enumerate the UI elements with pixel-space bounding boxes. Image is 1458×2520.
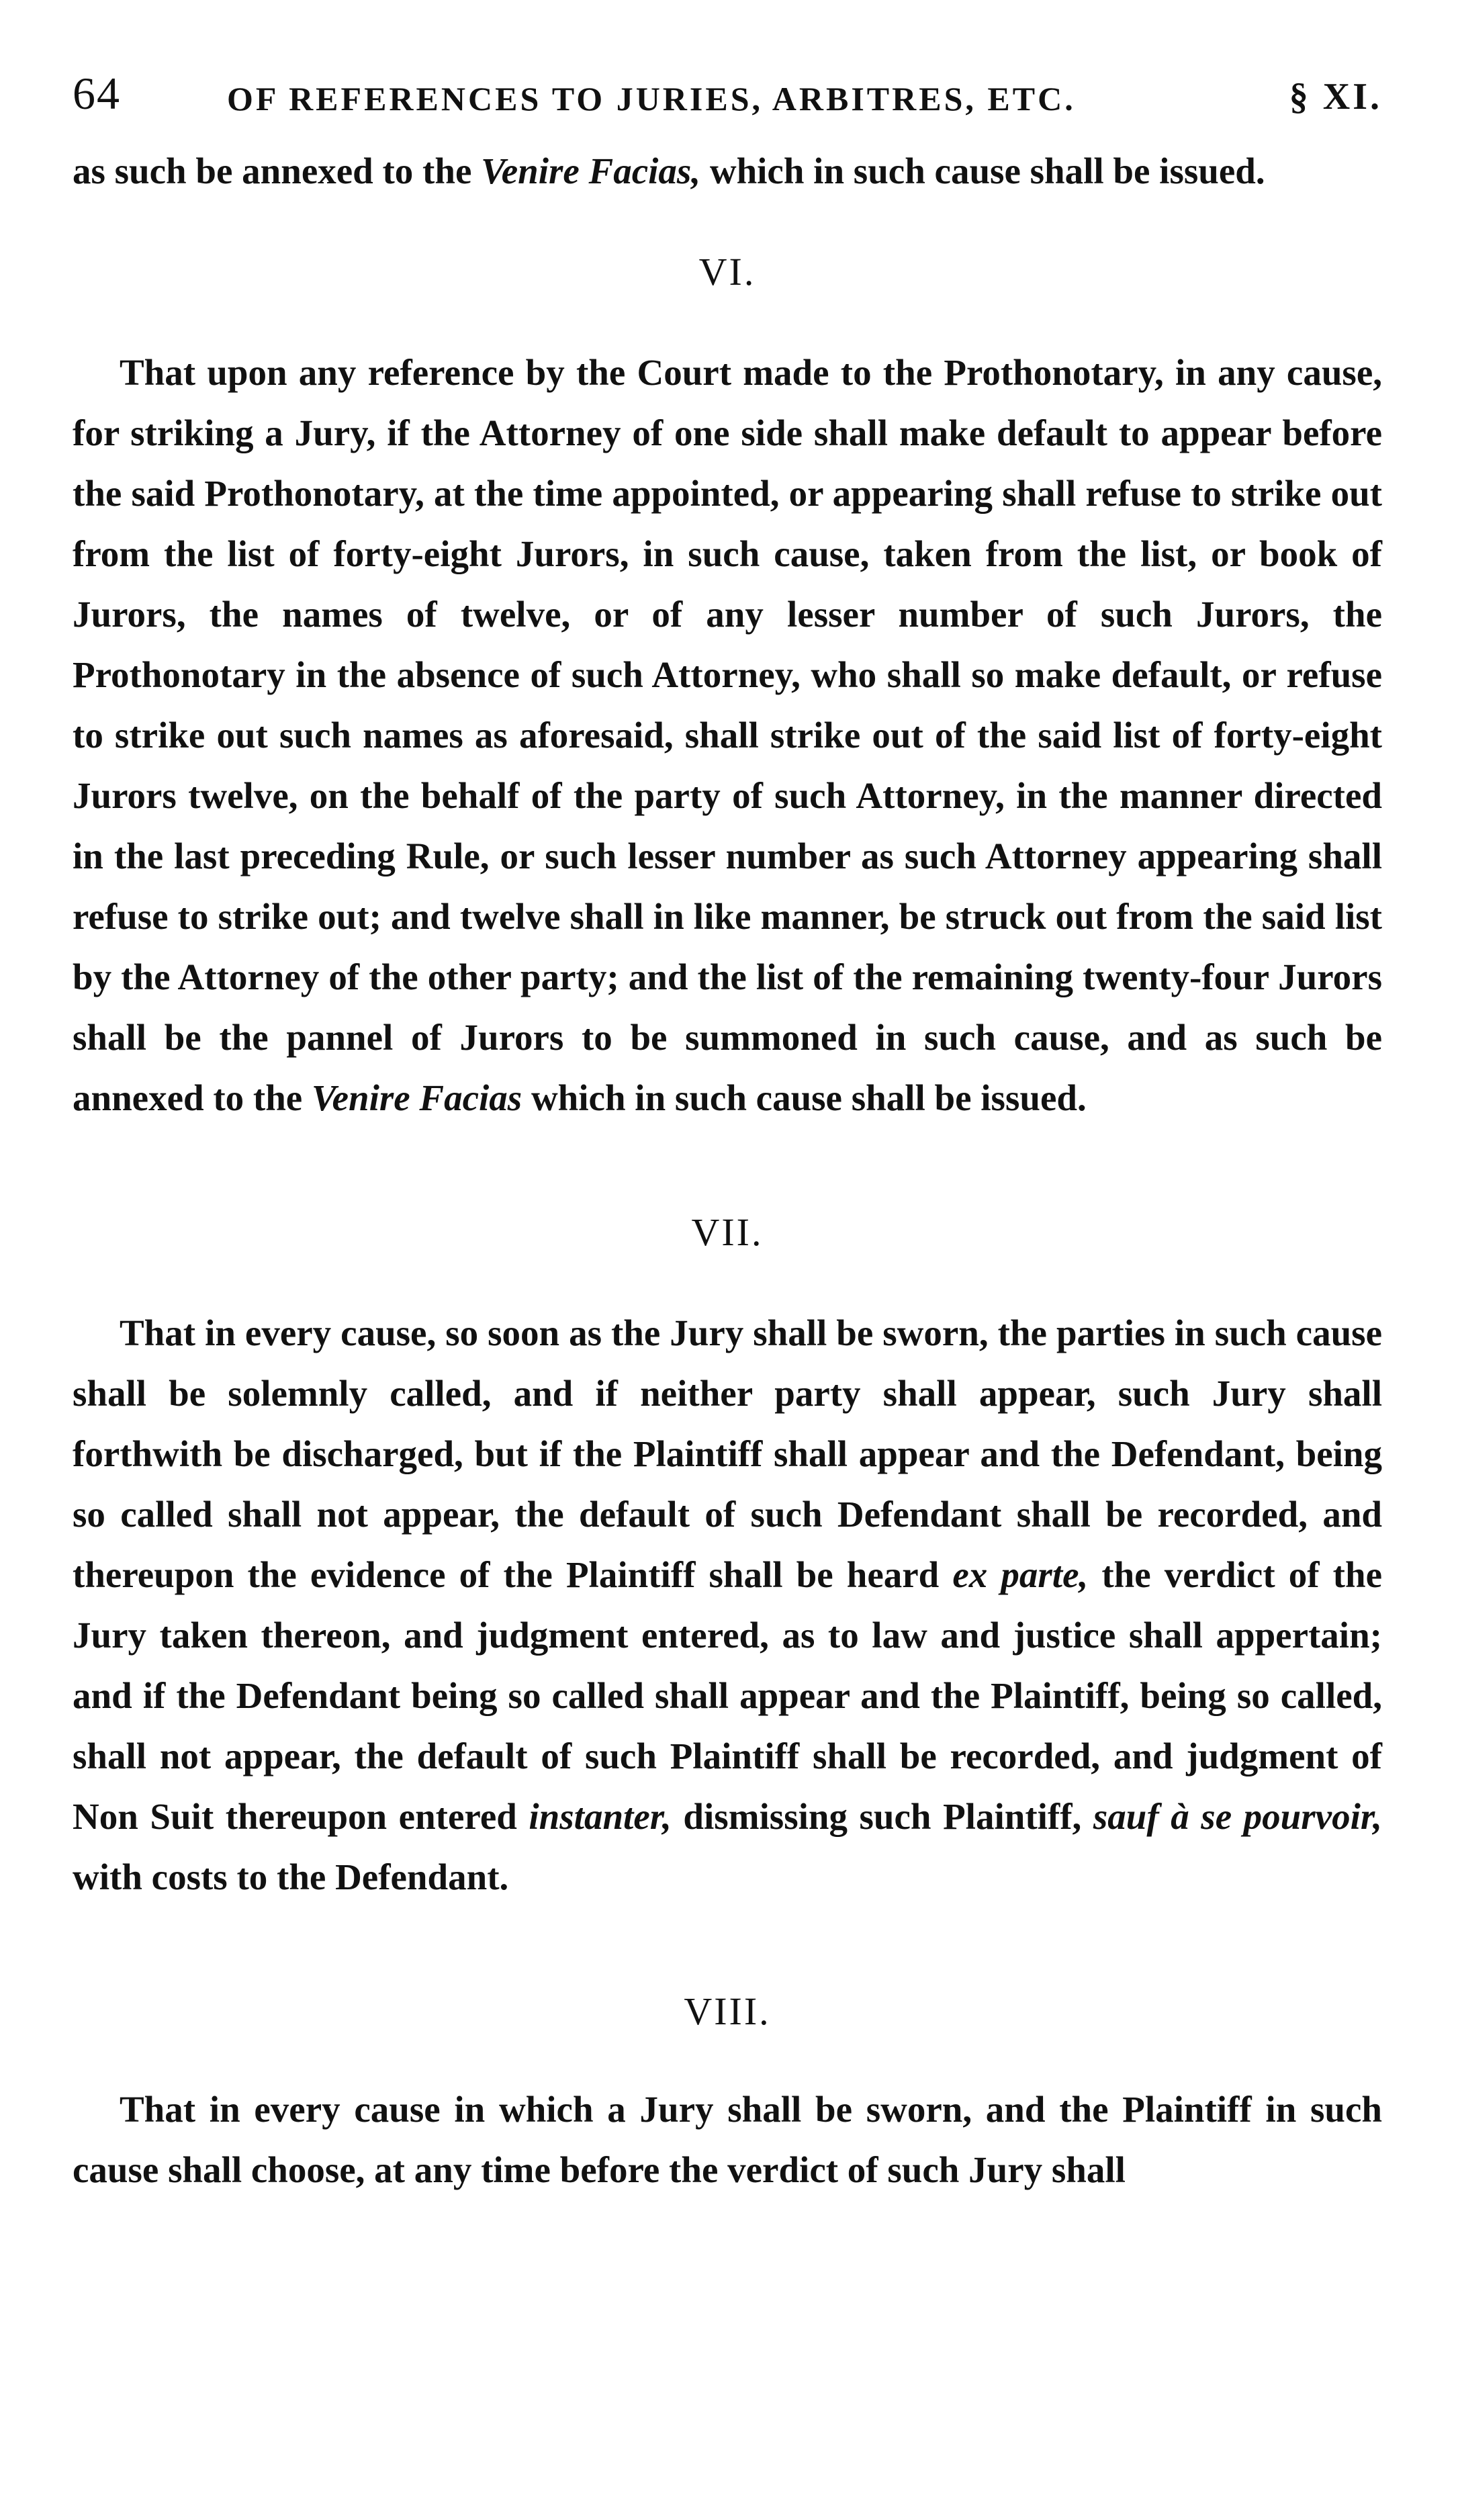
running-head: [73, 60, 1382, 141]
rule-vii-text-2: the verdict of the Jury taken thereon, and judgment entered, as to law and justice shall appertain; and if the Defendant being so called shall appear and the Plaintiff, being so called, shall not appear, the default of such Plaintiff shall be recorded, and judgment of Non Suit thereupon entered: [73, 1554, 1382, 1837]
rule-vii-italic-3: sauf à se pourvoir,: [1093, 1796, 1382, 1837]
rule-viii-heading: VIII.: [684, 1989, 771, 2033]
rule-vii-italic-2: instanter,: [529, 1796, 672, 1837]
rule-vii-heading: VII.: [691, 1210, 764, 1254]
rule-vii-text-1: That in every cause, so soon as the Jury shall be sworn, the parties in such cause shall be solemnly called, and if neither party shall appear, such Jury shall forthwith be discharged, but if the Plaintiff shall appear and the Defendant, being so called shall not appear, the default of such Defendant shall be recorded, and thereupon the evidence of the Plaintiff shall be heard: [73, 1312, 1382, 1595]
rule-vi-paragraph: [73, 343, 1382, 1128]
page: [73, 60, 1382, 2200]
rule-vii-italic-1: ex parte,: [952, 1554, 1089, 1595]
rule-vi-text-2: which in such cause shall be issued.: [522, 1077, 1087, 1118]
continuation-paragraph: [73, 141, 1382, 201]
rule-vii-paragraph: [73, 1303, 1382, 1907]
rule-vi-italic-1: Venire Facias: [311, 1077, 522, 1118]
running-title: OF REFERENCES TO JURIES, ARBITRES, ETC.: [227, 80, 1076, 118]
page-number: 64: [73, 68, 121, 119]
rule-vi-heading: VI.: [698, 250, 756, 294]
rule-vii-text-4: with costs to the Defendant.: [73, 1856, 509, 1897]
rule-vi-text-1: That upon any reference by the Court made to the Prothonotary, in any cause, for striking a Jury, if the Attorney of one side shall make default to appear before the said Prothonotary, at the time appointed, or appearing shall refuse to strike out from the list of forty-eight Jurors, in such cause, taken from the list, or book of Jurors, the names of twelve, or of any lesser number of such Jurors, the Prothonotary in the absence of such Attorney, who shall so make default, or refuse to strike out such names as aforesaid, shall strike out of the said list of forty-eight Jurors twelve, on the behalf of the party of such Attorney, in the manner directed in the last preceding Rule, or such lesser number as such Attorney appearing shall refuse to strike out; and twelve shall in like manner, be struck out from the said list by the Attorney of the other party; and the list of the remaining twenty-four Jurors shall be the pannel of Jurors to be summoned in such cause, and as such be annexed to the: [73, 352, 1382, 1118]
rule-viii-text-1: That in every cause in which a Jury shall be sworn, and the Plaintiff in such cause shall choose, at any time before the verdict of such Jury shall: [73, 2089, 1382, 2190]
continuation-text-2: which in such cause shall be issued.: [700, 150, 1265, 191]
rule-vii-text-3: dismissing such Plaintiff,: [671, 1796, 1093, 1837]
section-marker: § XI.: [1289, 76, 1382, 118]
continuation-text-1: as such be annexed to the: [73, 150, 482, 191]
rule-viii-paragraph: [73, 2079, 1382, 2200]
continuation-italic-1: Venire Facias,: [481, 150, 701, 191]
